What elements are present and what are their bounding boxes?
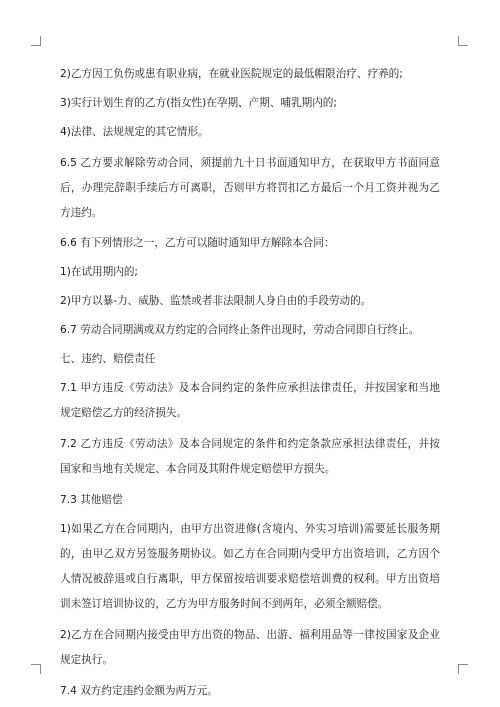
paragraph-7-3-heading: 7.3 其他赔偿 <box>60 494 123 506</box>
paragraph-clause-4: 4)法律、法规规定的其它情形。 <box>60 126 209 138</box>
paragraph-7-3-item-1: 1)如果乙方在合同期内，由甲方出资进修(含境内、外实习培训)需要延长服务期的，由甲乙双方另签服务期协议。如乙方在合同期内受甲方出资培训，乙方因个人情况被辞退或自行离职，甲方保留按培训要求赔偿培训费的权利。甲方出资培训未签订培训协议的，乙方为甲方服务时间不到两年，必须全额赔偿。 <box>60 523 440 610</box>
section-heading-7: 七、违约、赔偿责任 <box>60 353 156 365</box>
crop-mark-bottom-left <box>31 664 41 674</box>
paragraph-6-6-item-2: 2)甲方以暴-力、威胁、监禁或者非法限制人身自由的手段劳动的。 <box>60 295 372 307</box>
document-body <box>60 62 440 704</box>
paragraph-7-3-item-2: 2)乙方在合同期内接受由甲方出资的物品、出游、福利用品等一律按国家及企业规定执行。 <box>60 629 440 666</box>
paragraph-6-6-item-1: 1)在试用期内的; <box>60 266 139 278</box>
paragraph-6-6: 6.6 有下列情形之一，乙方可以随时通知甲方解除本合同： <box>60 237 335 249</box>
paragraph-clause-2: 2)乙方因工负伤或患有职业病，在就业医院规定的最低帽限治疗、疗养的; <box>60 68 403 80</box>
paragraph-clause-3: 3)实行计划生育的乙方(指女性)在孕期、产期、哺乳期内的; <box>60 97 337 109</box>
paragraph-6-7: 6.7 劳动合同期满或双方约定的合同终止条件出现时，劳动合同即自行终止。 <box>60 324 420 336</box>
crop-mark-bottom-right <box>458 664 468 674</box>
crop-mark-top-left <box>31 36 41 46</box>
paragraph-7-2: 7.2 乙方违反《劳动法》及本合同规定的条件和约定条款应承担法律责任，并按国家和当地有关规定、本合同及其附件规定赔偿甲方损失。 <box>60 438 440 475</box>
paragraph-7-4: 7.4 双方约定违约金额为两万元。 <box>60 685 218 697</box>
paragraph-6-5: 6.5 乙方要求解除劳动合同，须提前九十日书面通知甲方，在获取甲方书面同意后，办理完辞职手续后方可离职，否则甲方将罚扣乙方最后一个月工资并视为乙方违约。 <box>60 157 440 219</box>
paragraph-7-1: 7.1 甲方违反《劳动法》及本合同约定的条件应承担法律责任，并按国家和当地规定赔偿乙方的经济损失。 <box>60 382 440 419</box>
crop-mark-top-right <box>458 36 468 46</box>
